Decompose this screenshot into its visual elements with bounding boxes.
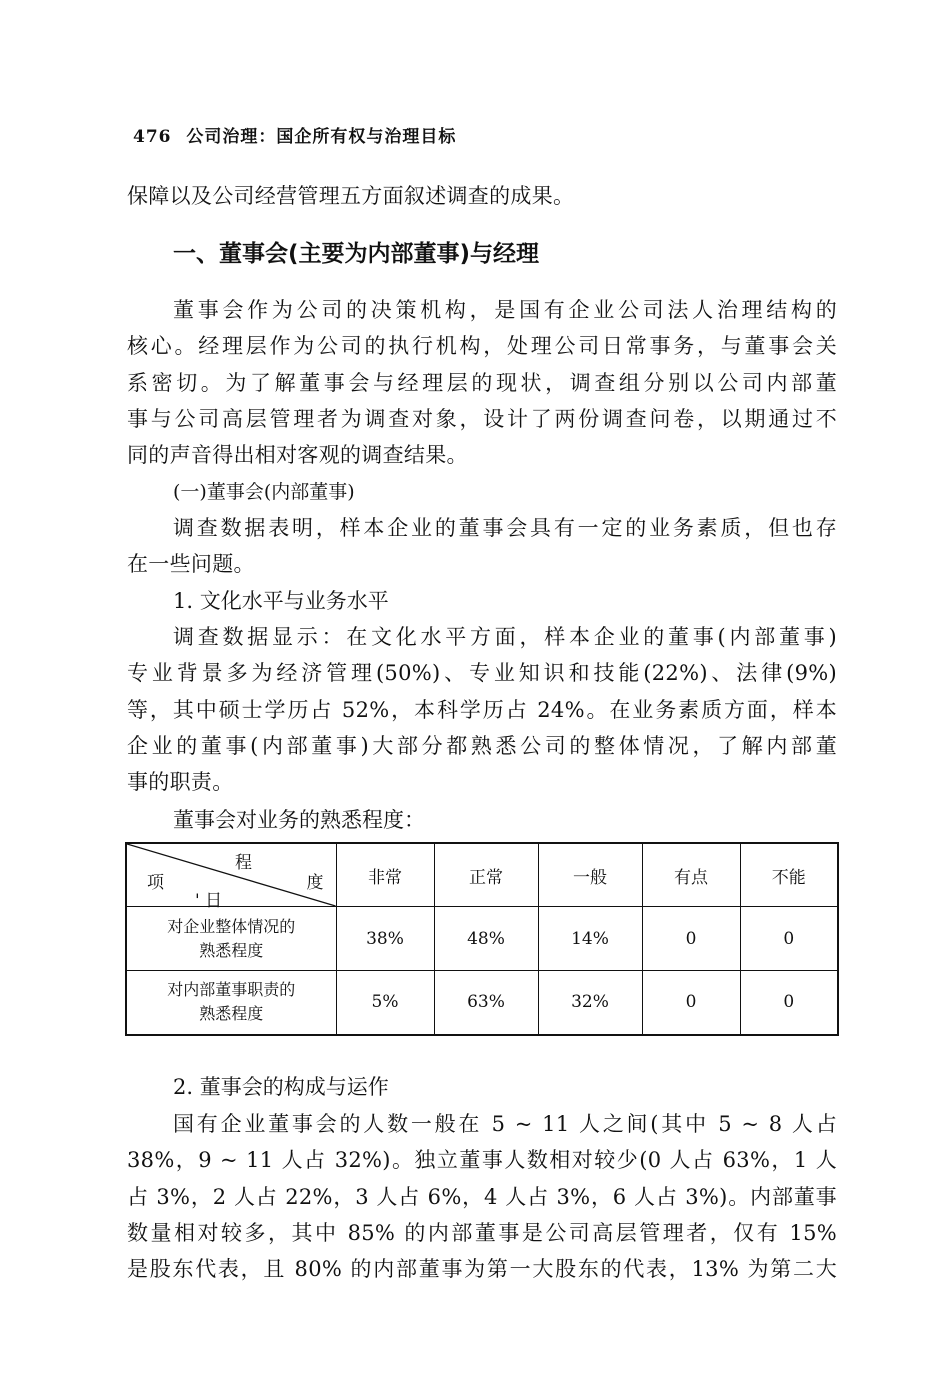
paragraph-line: 企业的董事(内部董事)大部分都熟悉公司的整体情况，了解内部董 xyxy=(127,734,837,758)
table-header-row xyxy=(126,843,838,907)
column-header: 有点 xyxy=(642,843,740,907)
table-cell: 63% xyxy=(434,971,538,1035)
paragraph-line: 核心。经理层作为公司的执行机构，处理公司日常事务，与董事会关 xyxy=(127,334,837,358)
table-cell: 0 xyxy=(740,907,838,971)
table-row xyxy=(126,971,838,1035)
item-heading: 2. 董事会的构成与运作 xyxy=(173,1075,389,1099)
table-row xyxy=(126,907,838,971)
table-cell: 0 xyxy=(740,971,838,1035)
table-cell: 0 xyxy=(642,907,740,971)
paragraph-line: 董事会作为公司的决策机构，是国有企业公司法人治理结构的 xyxy=(173,298,837,322)
row-label-line: 熟悉程度 xyxy=(199,940,264,960)
paragraph-line: 占 3%，2 人占 22%，3 人占 6%，4 人占 3%，6 人占 3%)。内部董事 xyxy=(127,1185,837,1209)
table-caption: 董事会对业务的熟悉程度： xyxy=(173,808,425,832)
paragraph-line: 事与公司高层管理者为调查对象，设计了两份调查问卷，以期通过不 xyxy=(127,407,837,431)
paragraph-line: 国有企业董事会的人数一般在 5 ~ 11 人之间(其中 5 ~ 8 人占 xyxy=(173,1112,837,1136)
column-header: 非常 xyxy=(336,843,434,907)
table-cell: 48% xyxy=(434,907,538,971)
row-label xyxy=(126,971,336,1035)
table-cell: 32% xyxy=(538,971,642,1035)
column-header: 正常 xyxy=(434,843,538,907)
row-label-line: 熟悉程度 xyxy=(199,1004,264,1024)
paragraph-line: 事的职责。 xyxy=(127,770,234,794)
paragraph-line: 专业背景多为经济管理(50%)、专业知识和技能(22%)、法律(9%) xyxy=(127,661,837,685)
paragraph-line: 调查数据表明，样本企业的董事会具有一定的业务素质，但也存 xyxy=(173,516,837,540)
intro-line: 保障以及公司经营管理五方面叙述调查的成果。 xyxy=(127,184,575,208)
paragraph-line: 38%，9 ~ 11 人占 32%)。独立董事人数相对较少(0 人占 63%，1 人 xyxy=(127,1148,837,1172)
paragraph-line: 在一些问题。 xyxy=(127,552,255,576)
corner-label-right: 度 xyxy=(306,873,324,893)
paragraph-line: 是股东代表，且 80% 的内部董事为第一大股东的代表，13% 为第二大 xyxy=(127,1257,837,1281)
item-heading: 1. 文化水平与业务水平 xyxy=(173,589,389,613)
table-cell: 14% xyxy=(538,907,642,971)
paragraph-line: 等，其中硕士学历占 52%，本科学历占 24%。在业务素质方面，样本 xyxy=(127,698,837,722)
column-header: 一般 xyxy=(538,843,642,907)
row-label-line: 对企业整体情况的 xyxy=(167,916,296,936)
section-heading: 一、董事会(主要为内部董事)与经理 xyxy=(173,241,540,267)
table-cell: 0 xyxy=(642,971,740,1035)
paragraph-line: 同的声音得出相对客观的调查结果。 xyxy=(127,443,468,467)
table-cell: 38% xyxy=(336,907,434,971)
corner-label-bottom: ' 日 xyxy=(195,891,223,911)
table-cell: 5% xyxy=(336,971,434,1035)
corner-label-left: 项 xyxy=(147,873,164,893)
running-header xyxy=(133,122,456,147)
row-label-line: 对内部董事职责的 xyxy=(167,980,296,1000)
paragraph-line: 系密切。为了解董事会与经理层的现状，调查组分别以公司内部董 xyxy=(127,371,837,395)
paragraph-line: 数量相对较多，其中 85% 的内部董事是公司高层管理者，仅有 15% xyxy=(127,1221,837,1245)
paragraph-line: 调查数据显示：在文化水平方面，样本企业的董事(内部董事) xyxy=(173,625,837,649)
subsection-heading: (一)董事会(内部董事) xyxy=(173,481,355,503)
row-label xyxy=(126,907,336,971)
corner-label-top: 程 xyxy=(235,853,252,873)
book-title: 公司治理：国企所有权与治理目标 xyxy=(186,127,457,147)
page-number: 476 xyxy=(133,127,172,147)
table-corner-cell xyxy=(126,843,336,911)
familiarity-table xyxy=(125,842,839,1036)
column-header: 不能 xyxy=(740,843,838,907)
